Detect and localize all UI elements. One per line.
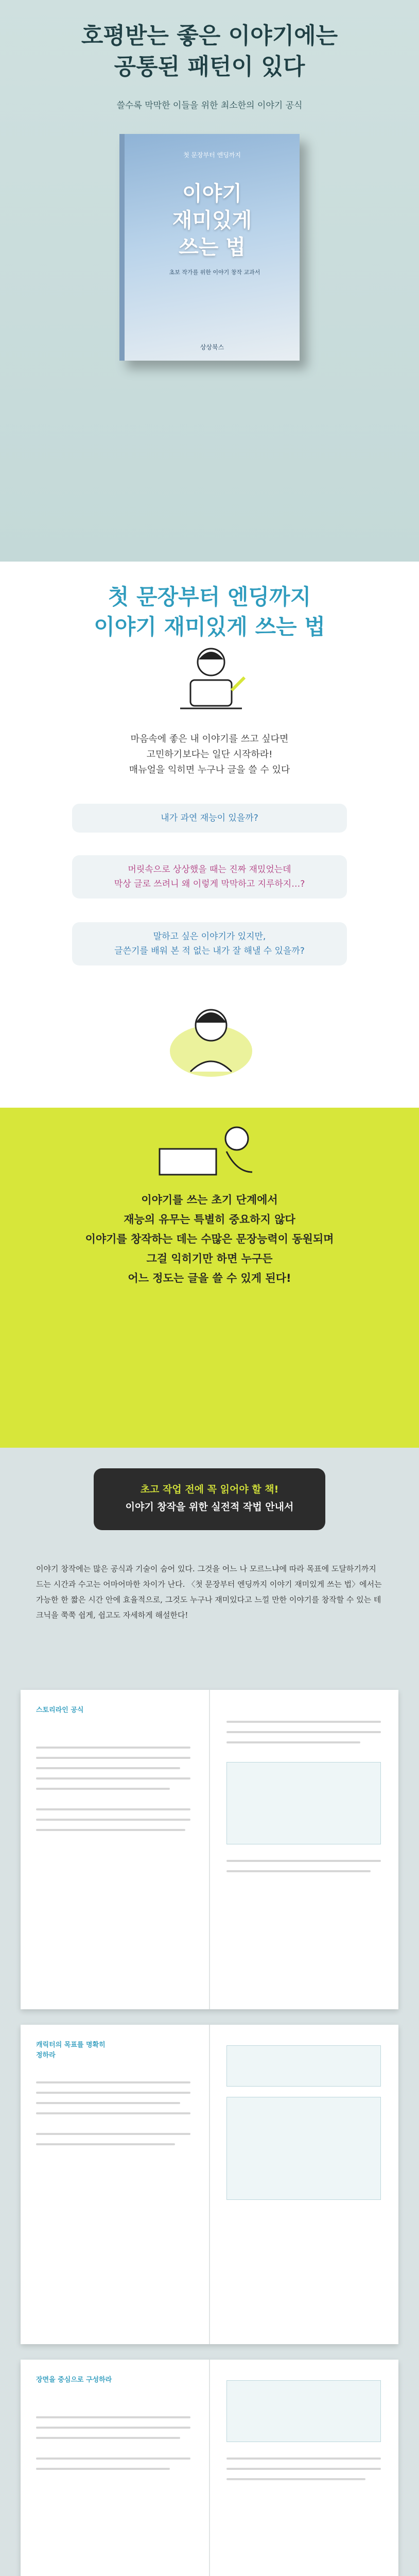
description-paragraph: 이야기 창작에는 많은 공식과 기술이 숨어 있다. 그것을 어느 나 모르느냐에 따라 목표에 도달하기까지 드는 시간과 수고는 어마어마한 차이가 난다. 〈첫 문장부터 엔딩까지 이야기 재미있게 쓰는 법〉에서는 가능한 한 짧은 시간 안에 효율적으로, 그것도 누구나 재미있다고 느낄 만한 이야기를 창작할 수 있는 테크닉을 쭉쭉 쉽게, 쉽고도 자세하게 해설한다! xyxy=(36,1564,382,1620)
question-line: 머릿속으로 상상했을 때는 진짜 재밌었는데 xyxy=(128,865,291,875)
hero-section xyxy=(0,0,419,562)
title-line: 이야기 재미있게 쓰는 법 xyxy=(94,614,325,639)
intro-section xyxy=(0,562,419,1108)
highlight-line: 그걸 익히기만 하면 누구든 xyxy=(146,1252,273,1265)
relaxed-writer-doodle-icon xyxy=(149,1118,268,1180)
page-spread xyxy=(21,2025,398,2344)
guide-line: 이야기 창작을 위한 실전적 작법 안내서 xyxy=(125,1501,294,1513)
book-desc: 초보 작가를 위한 이야기 창작 교과서 xyxy=(169,269,260,276)
page-spread xyxy=(21,1690,398,2009)
spread-heading: 스토리라인 공식 xyxy=(36,1706,84,1714)
highlight-section xyxy=(0,1108,419,1448)
book-title-line: 쓰는 법 xyxy=(179,235,246,259)
spread-heading: 장면을 중심으로 구성하라 xyxy=(36,2376,112,2384)
highlight-line: 이야기를 쓰는 초기 단계에서 xyxy=(141,1194,278,1206)
intro-line: 매뉴얼을 익히면 누구나 글을 쓸 수 있다 xyxy=(129,765,290,775)
question-line: 말하고 싶은 이야기가 있지만, xyxy=(153,931,266,942)
page-spread xyxy=(21,2360,398,2576)
writer-doodle-icon xyxy=(170,639,252,716)
question-box xyxy=(72,855,347,899)
question-line: 막상 글로 쓰려니 왜 이렇게 막막하고 지루하지…? xyxy=(114,879,305,889)
highlight-line: 이야기를 창작하는 데는 수많은 문장능력이 동원되며 xyxy=(85,1233,334,1245)
intro-line: 마음속에 좋은 내 이야기를 쓰고 싶다면 xyxy=(130,734,289,744)
title-line: 첫 문장부터 엔딩까지 xyxy=(108,584,311,609)
book-title-line: 재미있게 xyxy=(172,209,252,232)
question-box xyxy=(72,922,347,965)
highlight-line: 어느 정도는 글을 쓸 수 있게 된다! xyxy=(128,1272,291,1284)
guide-line: 초고 작업 전에 꼭 읽어야 할 책! xyxy=(140,1484,279,1495)
section-title xyxy=(0,582,419,642)
spread-heading: 캐릭터의 목표를 명확히 정하라 xyxy=(36,2041,106,2059)
hero-kicker xyxy=(0,21,419,82)
kicker-line: 공통된 패턴이 있다 xyxy=(114,54,305,80)
book-publisher: 상상북스 xyxy=(200,344,224,351)
book-title xyxy=(125,180,300,261)
thinking-doodle-icon xyxy=(165,994,257,1082)
question-box: 내가 과연 재능이 있을까? xyxy=(72,804,347,833)
hero-subtitle: 쓸수록 막막한 이들을 위한 최소한의 이야기 공식 xyxy=(116,100,303,111)
intro-line: 고민하기보다는 일단 시작하라! xyxy=(146,749,273,760)
preview-section xyxy=(0,1448,419,2576)
book-title-line: 이야기 xyxy=(182,182,242,206)
highlight-line: 재능의 유무는 특별히 중요하지 않다 xyxy=(124,1213,295,1226)
highlight-text xyxy=(0,1190,419,1288)
book-cover xyxy=(119,134,300,361)
guide-banner xyxy=(94,1468,325,1530)
intro-text xyxy=(0,732,419,778)
book-series: 첫 문장부터 엔딩까지 xyxy=(183,151,241,159)
question-line: 글쓴기를 배워 본 적 없는 내가 잘 해낼 수 있을까? xyxy=(114,946,305,956)
kicker-line: 호평받는 좋은 이야기에는 xyxy=(81,23,338,49)
